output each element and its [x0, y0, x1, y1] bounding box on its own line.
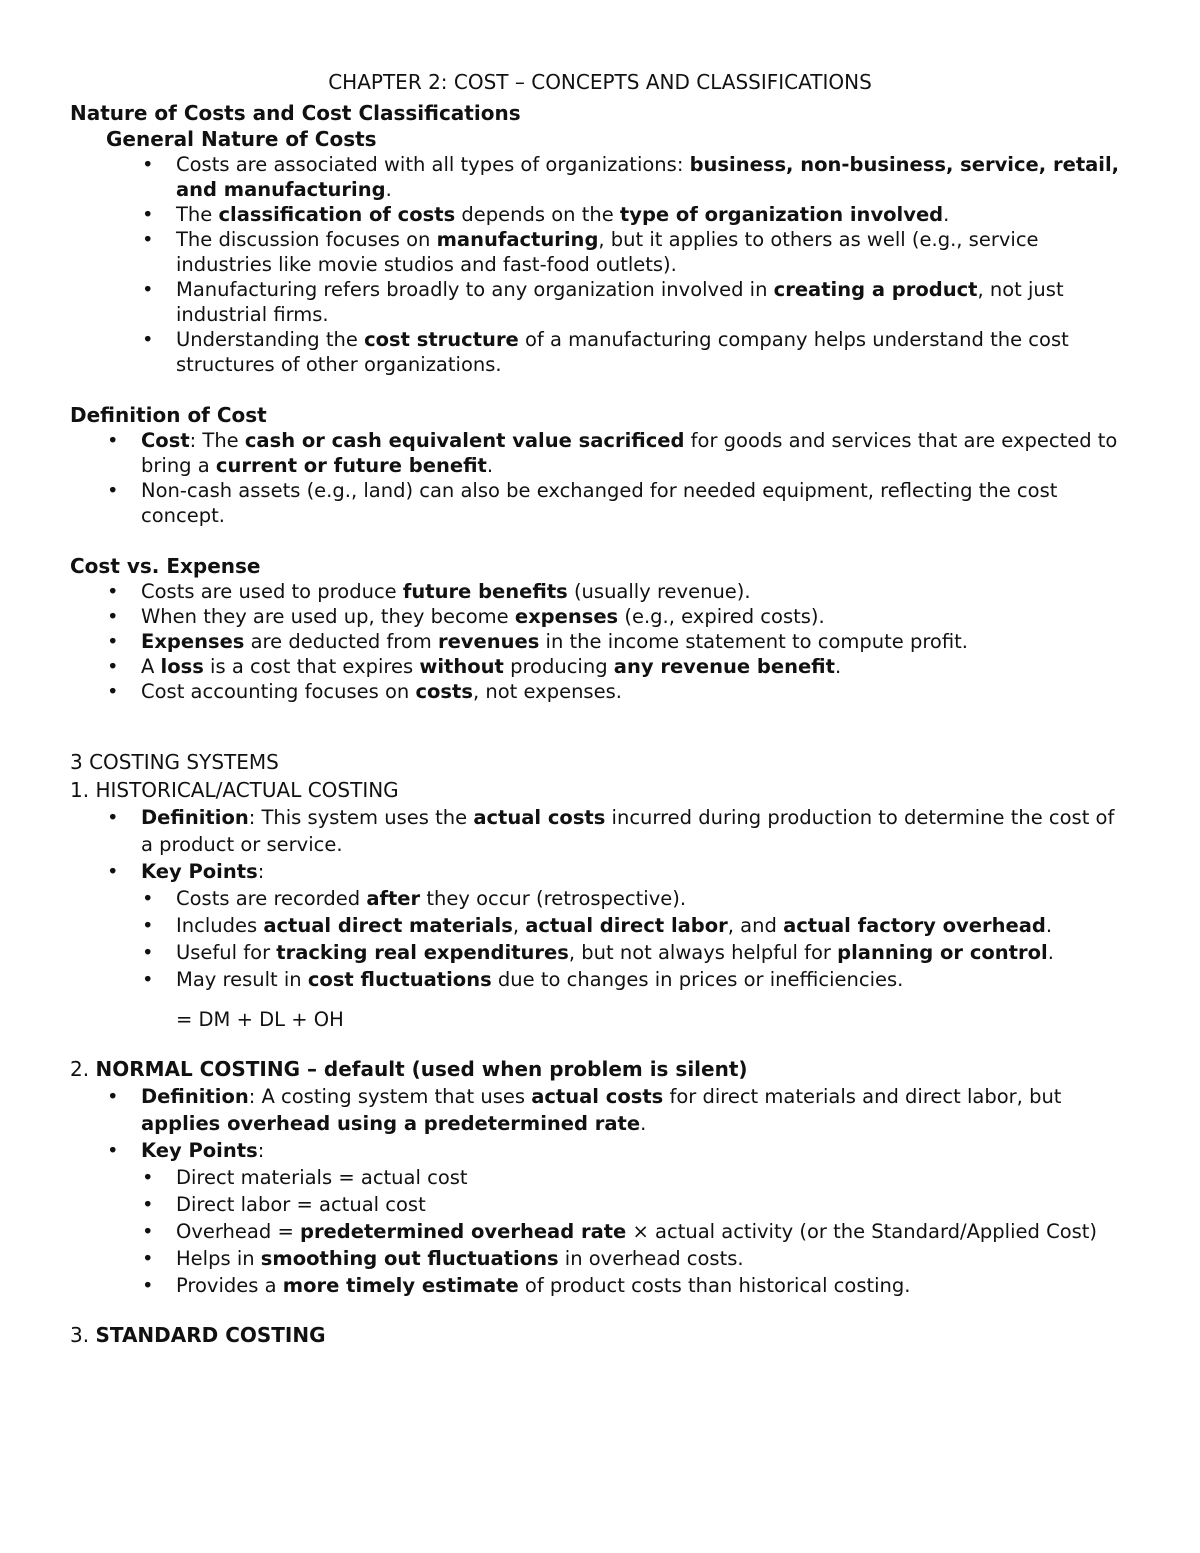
list-item: • Definition: A costing system that uses actual costs for direct materials and direct labor, but applies overhead using a predetermined rate. [141, 1083, 1130, 1137]
costing-formula: = DM + DL + OH [176, 1008, 344, 1031]
list-item: • Cost accounting focuses on costs, not expenses. [141, 679, 1130, 704]
list-item: • Costs are used to produce future benefits (usually revenue). [141, 579, 1130, 604]
list-item: • Key Points: [141, 858, 1130, 885]
list-item: • Useful for tracking real expenditures, but not always helpful for planning or control. [176, 939, 1130, 966]
list-item: • Provides a more timely estimate of product costs than historical costing. [176, 1272, 1130, 1299]
list-item: • Non-cash assets (e.g., land) can also be exchanged for needed equipment, reflecting the cost concept. [141, 478, 1130, 528]
historical-keypoints-list [70, 885, 1130, 993]
list-item: • Direct labor = actual cost [176, 1191, 1130, 1218]
list-item: • Manufacturing refers broadly to any organization involved in creating a product, not just industrial firms. [176, 277, 1130, 327]
list-item: • A loss is a cost that expires without producing any revenue benefit. [141, 654, 1130, 679]
section-heading-definition-of-cost: Definition of Cost [70, 403, 267, 427]
section-heading-costing-systems: 3 COSTING SYSTEMS [70, 750, 279, 774]
section-heading-nature-of-costs: Nature of Costs and Cost Classifications [70, 101, 521, 125]
subheading-historical-costing: 1. HISTORICAL/ACTUAL COSTING [70, 778, 399, 802]
list-item: • Key Points: [141, 1137, 1130, 1164]
subheading-standard-costing: 3. STANDARD COSTING [70, 1323, 326, 1347]
list-item: • Overhead = predetermined overhead rate × actual activity (or the Standard/Applied Cost) [176, 1218, 1130, 1245]
list-item: • Expenses are deducted from revenues in the income statement to compute profit. [141, 629, 1130, 654]
list-item: • Helps in smoothing out fluctuations in overhead costs. [176, 1245, 1130, 1272]
definition-list [70, 428, 1130, 528]
historical-def-list [70, 804, 1130, 885]
general-nature-list [70, 152, 1130, 377]
chapter-title: CHAPTER 2: COST – CONCEPTS AND CLASSIFICATIONS [328, 70, 872, 94]
subheading-general-nature: General Nature of Costs [106, 127, 377, 151]
list-item: • Direct materials = actual cost [176, 1164, 1130, 1191]
list-item: • When they are used up, they become expenses (e.g., expired costs). [141, 604, 1130, 629]
cost-vs-expense-list [70, 579, 1130, 704]
list-item: • Includes actual direct materials, actual direct labor, and actual factory overhead. [176, 912, 1130, 939]
normal-def-list [70, 1083, 1130, 1164]
subheading-normal-costing: 2. NORMAL COSTING – default (used when problem is silent) [70, 1057, 748, 1081]
section-heading-cost-vs-expense: Cost vs. Expense [70, 554, 261, 578]
list-item: • Costs are associated with all types of organizations: business, non-business, service, retail, and manufacturing. [176, 152, 1130, 202]
list-item: • May result in cost fluctuations due to changes in prices or inefficiencies. [176, 966, 1130, 993]
list-item: • Cost: The cash or cash equivalent value sacrificed for goods and services that are expected to bring a current or future benefit. [141, 428, 1130, 478]
list-item: • Definition: This system uses the actual costs incurred during production to determine the cost of a product or service. [141, 804, 1130, 858]
normal-keypoints-list [70, 1164, 1130, 1299]
list-item: • Understanding the cost structure of a manufacturing company helps understand the cost structures of other organizations. [176, 327, 1130, 377]
list-item: • The classification of costs depends on the type of organization involved. [176, 202, 1130, 227]
list-item: • The discussion focuses on manufacturing, but it applies to others as well (e.g., service industries like movie studios and fast-food outlets). [176, 227, 1130, 277]
document-page [70, 68, 1130, 1349]
list-item: • Costs are recorded after they occur (retrospective). [176, 885, 1130, 912]
